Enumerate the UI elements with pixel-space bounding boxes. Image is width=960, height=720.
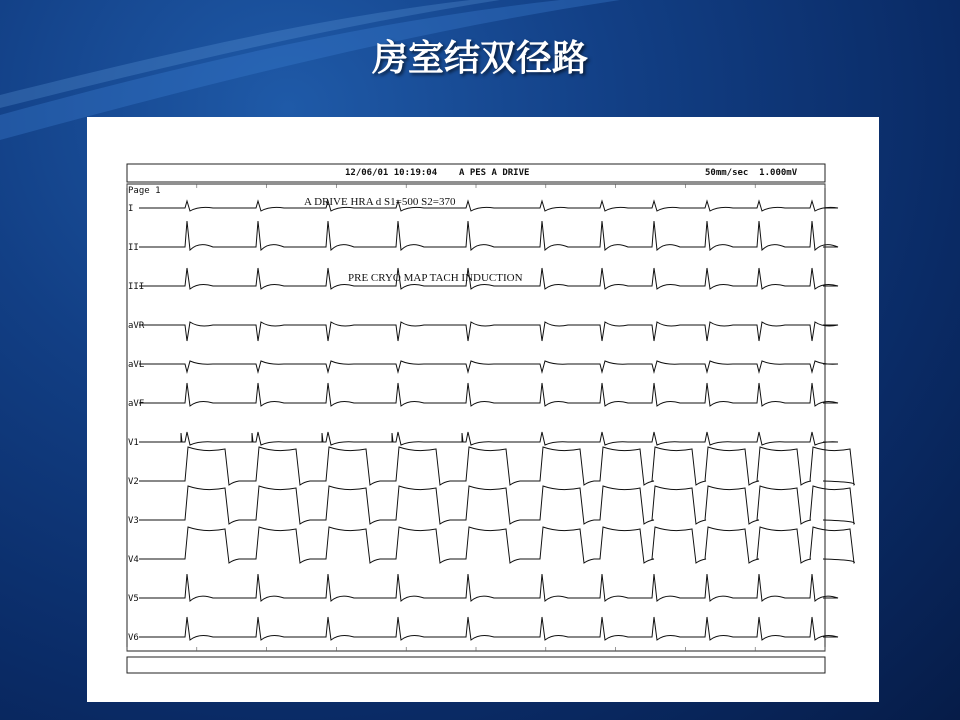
tracing-box: [127, 184, 825, 651]
lead-label-avf: aVF: [128, 399, 145, 409]
slide-title: 房室结双径路: [371, 38, 588, 79]
lead-label-ii: II: [128, 243, 139, 253]
trace-ii: [139, 221, 838, 250]
trace-v4: [139, 527, 854, 563]
trace-v3: [139, 486, 854, 524]
trace-avf: [139, 383, 838, 406]
ecg-figure: [87, 117, 879, 702]
trace-v6: [139, 617, 838, 640]
lead-traces: [139, 201, 854, 640]
lead-label-v2: V2: [128, 477, 139, 487]
trace-avl: [139, 361, 838, 372]
header-protocol: A PES A DRIVE: [459, 168, 530, 178]
lead-label-v3: V3: [128, 516, 139, 526]
lead-label-i: I: [128, 204, 134, 214]
lead-label-iii: III: [128, 282, 145, 292]
lead-label-v4: V4: [128, 555, 139, 565]
time-grid: [127, 184, 825, 651]
lead-label-v5: V5: [128, 594, 139, 604]
lead-label-avr: aVR: [128, 321, 145, 331]
trace-avr: [139, 322, 838, 341]
trace-v1: [139, 432, 838, 445]
annotation-drive: A DRIVE HRA d S1=500 S2=370: [304, 196, 456, 208]
annotation-induction: PRE CRYO MAP TACH INDUCTION: [348, 272, 523, 284]
header-timestamp: 12/06/01 10:19:04: [345, 168, 438, 178]
trace-v2: [139, 447, 854, 485]
page-label: Page 1: [128, 186, 161, 196]
ecg-traces: [87, 117, 879, 702]
lead-label-avl: aVL: [128, 360, 145, 370]
lead-label-v1: V1: [128, 438, 139, 448]
header-speed-gain: 50mm/sec 1.000mV: [705, 168, 798, 178]
lead-label-v6: V6: [128, 633, 139, 643]
trace-v5: [139, 574, 838, 601]
trace-i: [139, 201, 838, 211]
footer-box: [127, 657, 825, 673]
